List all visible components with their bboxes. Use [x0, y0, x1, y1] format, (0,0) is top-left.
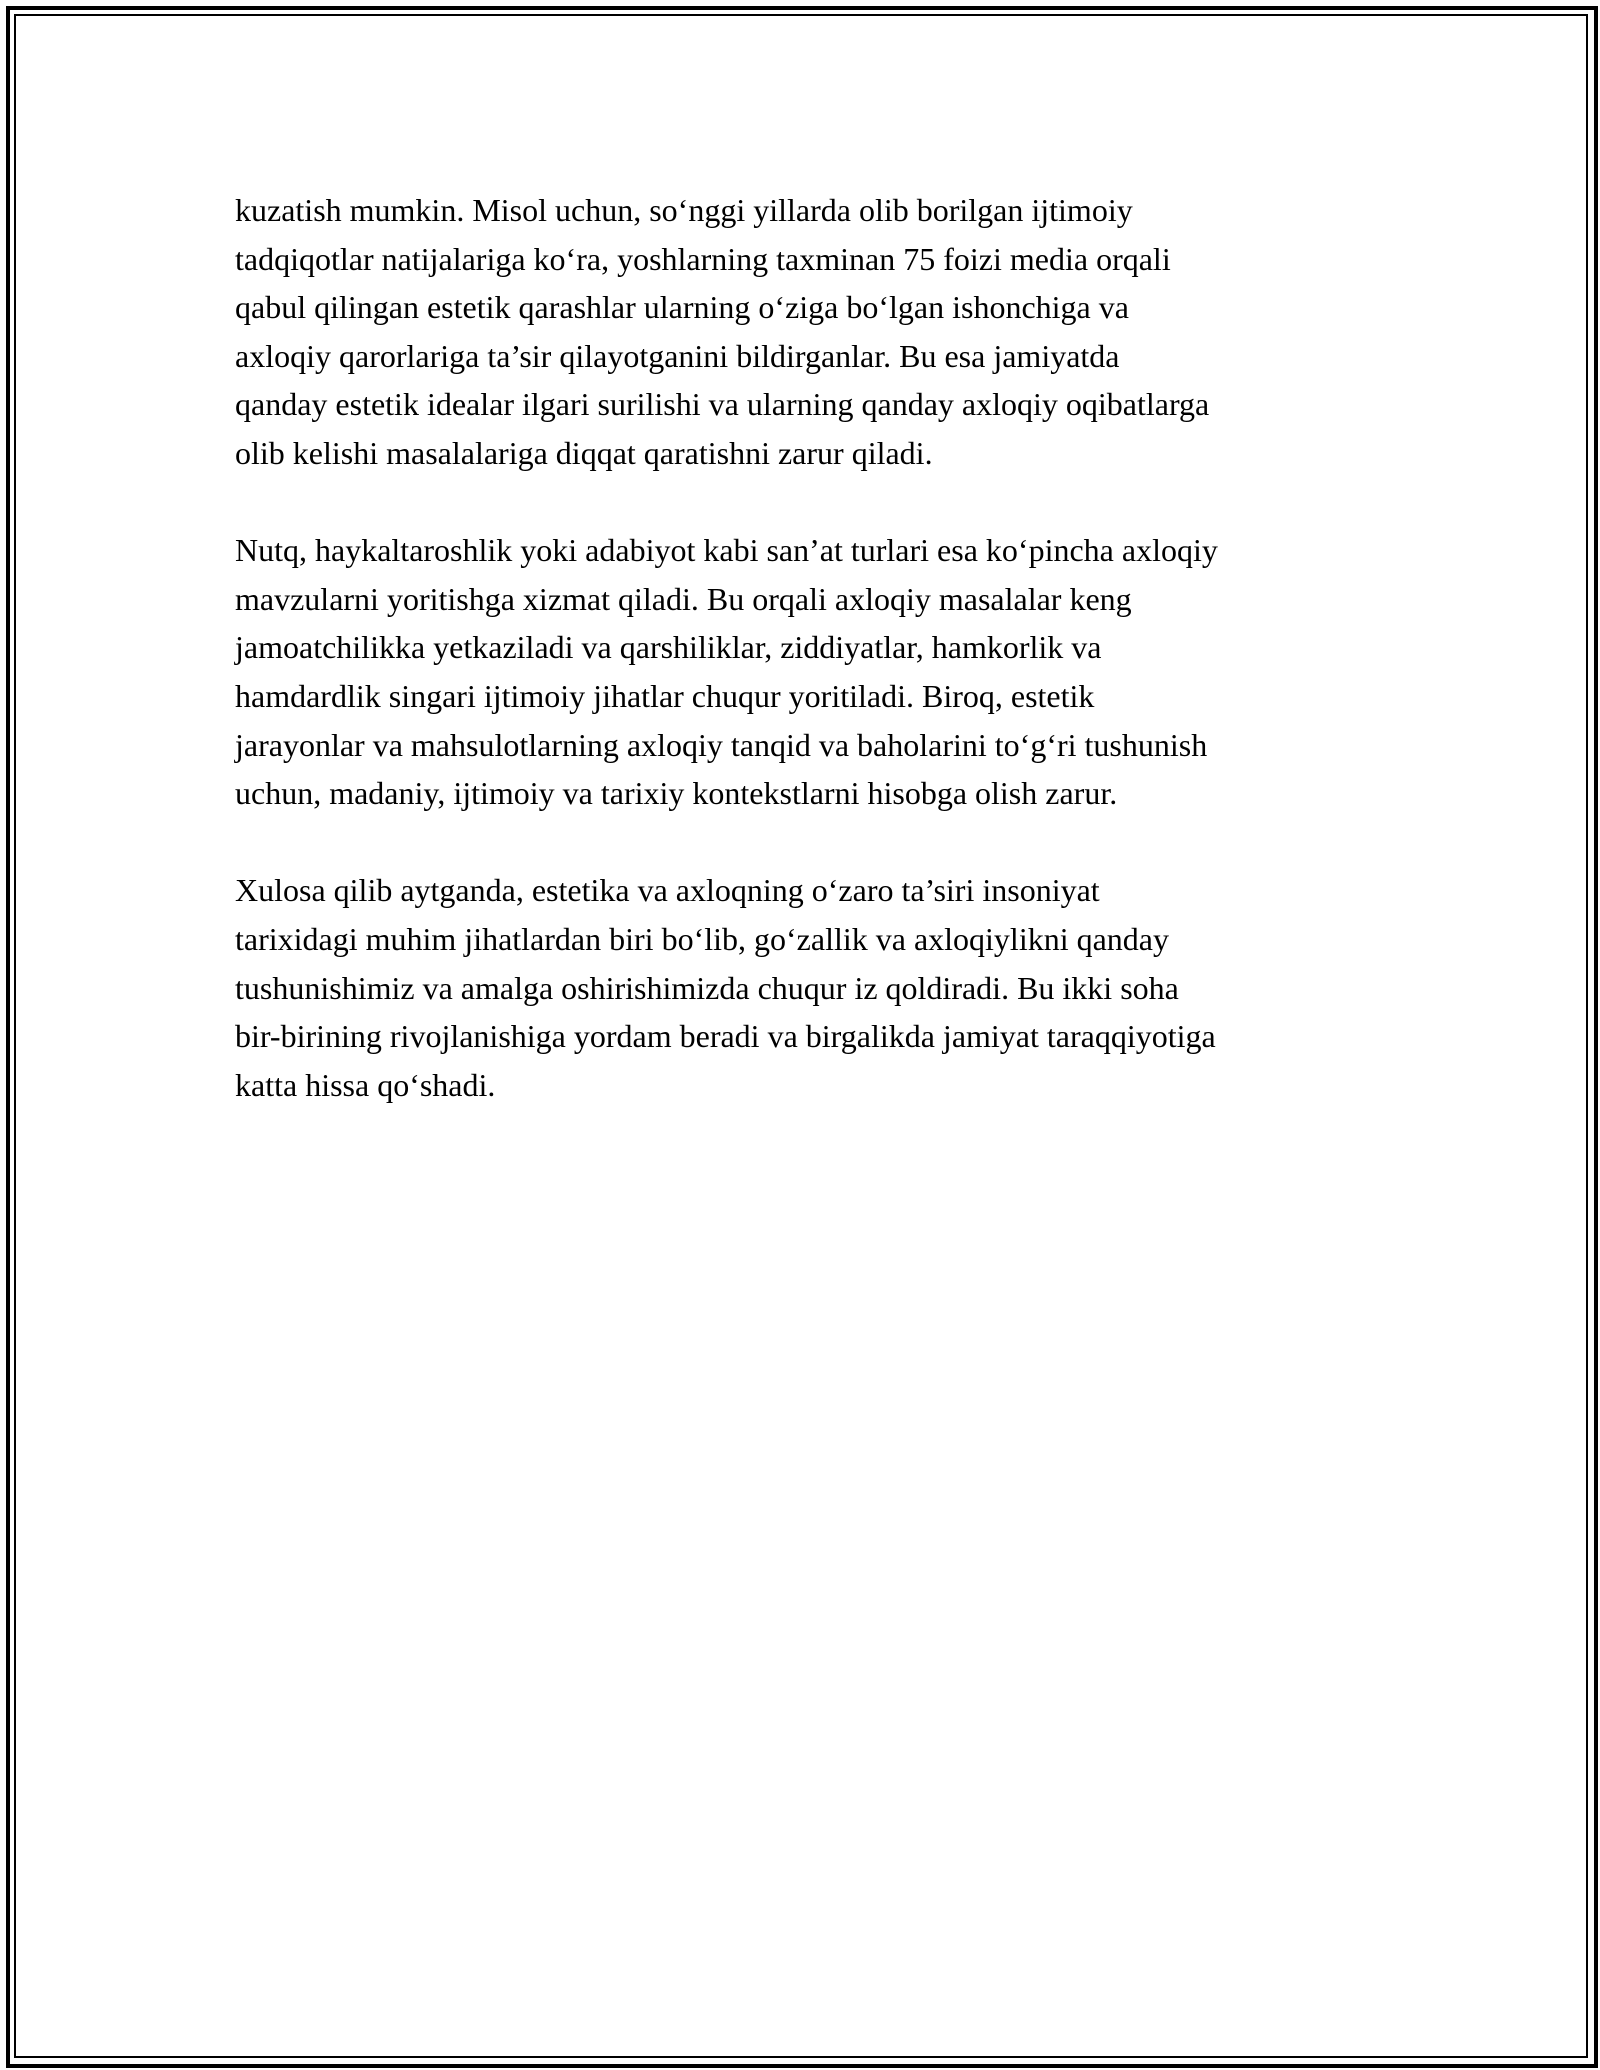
paragraph-3 — [235, 866, 1385, 1109]
text-line: tadqiqotlar natijalariga ko‘ra, yoshlarning taxminan 75 foizi media orqali — [235, 240, 1171, 277]
text-line: tushunishimiz va amalga oshirishimizda chuqur iz qoldiradi. Bu ikki soha — [235, 969, 1179, 1006]
text-line: Xulosa qilib aytganda, estetika va axloqning o‘zaro ta’siri insoniyat — [235, 872, 1100, 909]
text-line: uchun, madaniy, ijtimoiy va tarixiy kontekstlarni hisobga olish zarur. — [235, 775, 1118, 812]
text-line: qabul qilingan estetik qarashlar ularning o‘ziga bo‘lgan ishonchiga va — [235, 289, 1129, 326]
document-body — [235, 186, 1385, 1158]
text-line: katta hissa qo‘shadi. — [235, 1066, 496, 1103]
text-line: bir-birining rivojlanishiga yordam beradi va birgalikda jamiyat taraqqiyotiga — [235, 1018, 1216, 1055]
text-line: tarixidagi muhim jihatlardan biri bo‘lib, go‘zallik va axloqiylikni qanday — [235, 920, 1169, 957]
text-line: jarayonlar va mahsulotlarning axloqiy tanqid va baholarini to‘g‘ri tushunish — [235, 726, 1208, 763]
text-line: mavzularni yoritishga xizmat qiladi. Bu orqali axloqiy masalalar keng — [235, 580, 1132, 617]
text-line: kuzatish mumkin. Misol uchun, so‘nggi yillarda olib borilgan ijtimoiy — [235, 192, 1133, 228]
text-line: axloqiy qarorlariga ta’sir qilayotganini bildirganlar. Bu esa jamiyatda — [235, 337, 1120, 374]
paragraph-2 — [235, 526, 1385, 818]
text-line: hamdardlik singari ijtimoiy jihatlar chuqur yoritiladi. Biroq, estetik — [235, 677, 1095, 714]
text-line: Nutq, haykaltaroshlik yoki adabiyot kabi san’at turlari esa ko‘pincha axloqiy — [235, 532, 1218, 569]
text-line: jamoatchilikka yetkaziladi va qarshiliklar, ziddiyatlar, hamkorlik va — [235, 629, 1102, 666]
paragraph-1 — [235, 186, 1385, 478]
text-line: qanday estetik idealar ilgari surilishi va ularning qanday axloqiy oqibatlarga — [235, 386, 1210, 423]
text-line: olib kelishi masalalariga diqqat qaratishni zarur qiladi. — [235, 434, 933, 471]
